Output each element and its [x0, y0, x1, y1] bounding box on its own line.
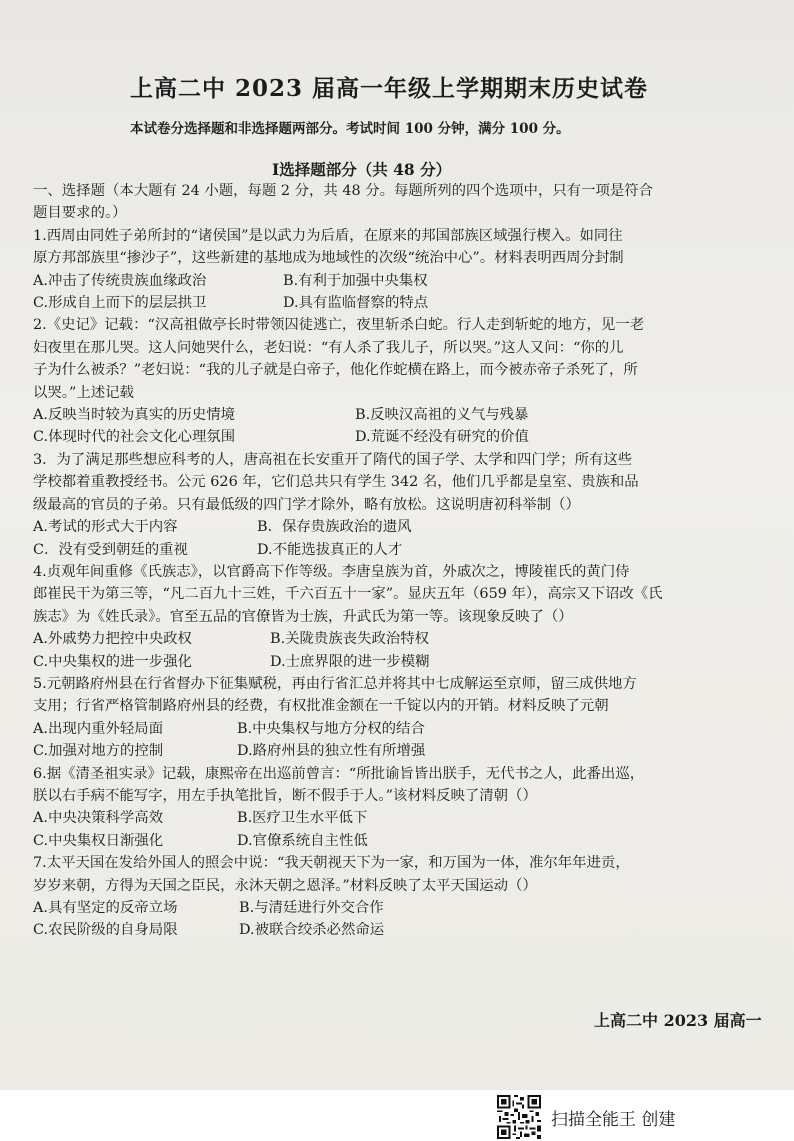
option-row	[33, 292, 733, 314]
question-3	[33, 449, 733, 561]
option-d: D.不能选拔真正的人才	[257, 541, 403, 558]
question-line: 1.西周由同姓子弟所封的“诸侯国”是以武力为后盾，在原来的邦国部族区域强行楔入。如同往	[33, 227, 623, 244]
option-b: B.有利于加强中央集权	[283, 272, 428, 289]
exam-instructions: 本试卷分选择题和非选择题两部分。考试时间 100 分钟，满分 100 分。	[130, 121, 570, 137]
option-row	[33, 897, 733, 919]
option-d: D.官僚系统自主性低	[237, 832, 368, 849]
option-a: A.出现内重外轻局面	[33, 720, 164, 737]
option-row	[33, 718, 733, 740]
option-d: D.荒诞不经没有研究的价值	[355, 429, 529, 446]
question-1	[33, 225, 733, 315]
option-b: B.中央集权与地方分权的结合	[237, 720, 425, 737]
instruction-line: 题目要求的。）	[33, 205, 127, 222]
option-a: A.中央决策科学高效	[33, 810, 164, 827]
option-row	[33, 270, 733, 292]
question-line: 学校都着重教授经书。公元 626 年，它们总共只有学生 342 名，他们几乎都是皇室、贵族和品	[33, 474, 639, 491]
question-2	[33, 314, 733, 448]
option-d: D.具有监临督察的特点	[283, 295, 429, 312]
option-d: D.被联合绞杀必然命运	[239, 922, 385, 939]
option-d: D.士庶界限的进一步模糊	[270, 653, 430, 670]
option-c: C.中央集权的进一步强化	[33, 653, 192, 670]
page-footer: 上高二中 2023 届高一	[594, 1011, 762, 1030]
option-b: B.反映汉高祖的义气与残暴	[355, 407, 529, 424]
question-line: 5.元朝路府州县在行省督办下征集赋税，再由行省汇总并将其中七成解运至京师，留三成供地方	[33, 675, 637, 692]
question-4	[33, 561, 733, 673]
option-c: C.体现时代的社会文化心理氛围	[33, 429, 236, 446]
option-row	[33, 539, 733, 561]
option-row	[33, 404, 733, 426]
option-b: B．保存贵族政治的遗风	[257, 519, 412, 536]
page-title: 上高二中 2023 届高一年级上学期期末历史试卷	[130, 75, 649, 102]
question-body	[33, 180, 733, 942]
question-line: 支用；行省严格管制路府州县的经费，有权批准金额在一千锭以内的开销。材料反映了元朝	[33, 698, 609, 715]
scanner-watermark	[495, 1093, 675, 1141]
section-title: Ⅰ选择题部分（共 48 分）	[272, 160, 452, 179]
option-c: C．没有受到朝廷的重视	[33, 541, 188, 558]
option-a: A.反映当时较为真实的历史情境	[33, 407, 236, 424]
question-line: 妇夜里在那儿哭。这人问她哭什么，老妇说：“有人杀了我儿子，所以哭。”这人又问：“你的儿	[33, 339, 624, 356]
question-line: 3．为了满足那些想应科考的人，唐高祖在长安重开了隋代的国子学、太学和四门学；所有这些	[33, 451, 633, 468]
question-line: 级最高的官员的子弟。只有最低级的四门学才除外，略有放松。这说明唐初科举制（）	[33, 496, 580, 513]
question-line: 2.《史记》记载：“汉高祖做亭长时带领囚徒逃亡，夜里斩杀白蛇。行人走到斩蛇的地方，见一老	[33, 317, 645, 334]
qr-code-icon	[495, 1093, 543, 1141]
question-line: 原方邦部族里“掺沙子”，这些新建的基地成为地域性的次级“统治中心”。材料表明西周分封制	[33, 250, 624, 267]
question-line: 6.据《清圣祖实录》记载，康熙帝在出巡前曾言：“所批谕旨皆出朕手，无代书之人，此番出巡，	[33, 765, 645, 782]
option-a: A.具有坚定的反帝立场	[33, 900, 178, 916]
question-line: 4.贞观年间重修《氏族志》，以官爵高下作等级。李唐皇族为首，外戚次之，博陵崔氏的黄门侍	[33, 563, 630, 580]
option-row	[33, 426, 733, 448]
question-line: 7.太平天国在发给外国人的照会中说：“我天朝视天下为一家，和万国为一体，准尔年年进贡，	[33, 855, 630, 872]
question-line: 郎崔民干为第三等，“凡二百九十三姓，千六百五十一家”。显庆五年（659 年），高宗又下诏改《氏	[33, 586, 663, 603]
question-7	[33, 852, 733, 942]
option-c: C.加强对地方的控制	[33, 743, 164, 760]
question-5	[33, 673, 733, 763]
option-row	[33, 516, 733, 538]
option-a: A.外戚势力把控中央政权	[33, 631, 192, 648]
option-row	[33, 651, 733, 673]
instruction-line: 一、选择题（本大题有 24 小题，每题 2 分，共 48 分。每题所列的四个选项中，只有一项是符合	[33, 183, 654, 199]
option-b: B.与清廷进行外交合作	[239, 900, 384, 916]
option-d: D.路府州县的独立性有所增强	[237, 743, 426, 760]
option-row	[33, 628, 733, 650]
option-c: C.形成自上而下的层层拱卫	[33, 295, 207, 312]
option-c: C.中央集权日渐强化	[33, 832, 164, 849]
option-row	[33, 807, 733, 829]
option-b: B.关陇贵族丧失政治特权	[270, 631, 430, 648]
option-b: B.医疗卫生水平低下	[237, 810, 368, 827]
option-row	[33, 830, 733, 852]
option-a: A.考试的形式大于内容	[33, 519, 178, 536]
question-6	[33, 763, 733, 853]
question-line: 族志》为《姓氏录》。官至五品的官僚皆为士族，升武氏为第一等。该现象反映了（）	[33, 608, 573, 625]
question-line: 子为什么被杀？”老妇说：“我的儿子就是白帝子，他化作蛇横在路上，而今被赤帝子杀死了，所	[33, 362, 638, 379]
watermark-text: 扫描全能王 创建	[551, 1109, 676, 1130]
option-c: C.农民阶级的自身局限	[33, 922, 178, 939]
question-line: 朕以右手病不能写字，用左手执笔批旨，断不假手于人。”该材料反映了清朝（）	[33, 787, 537, 804]
option-row	[33, 740, 733, 762]
question-line: 岁岁来朝，方得为天国之臣民，永沐天朝之恩泽。”材料反映了太平天国运动（）	[33, 877, 537, 894]
question-line: 以哭。”上述记载	[33, 384, 134, 401]
option-row	[33, 919, 733, 941]
option-a: A.冲击了传统贵族血缘政治	[33, 272, 207, 289]
